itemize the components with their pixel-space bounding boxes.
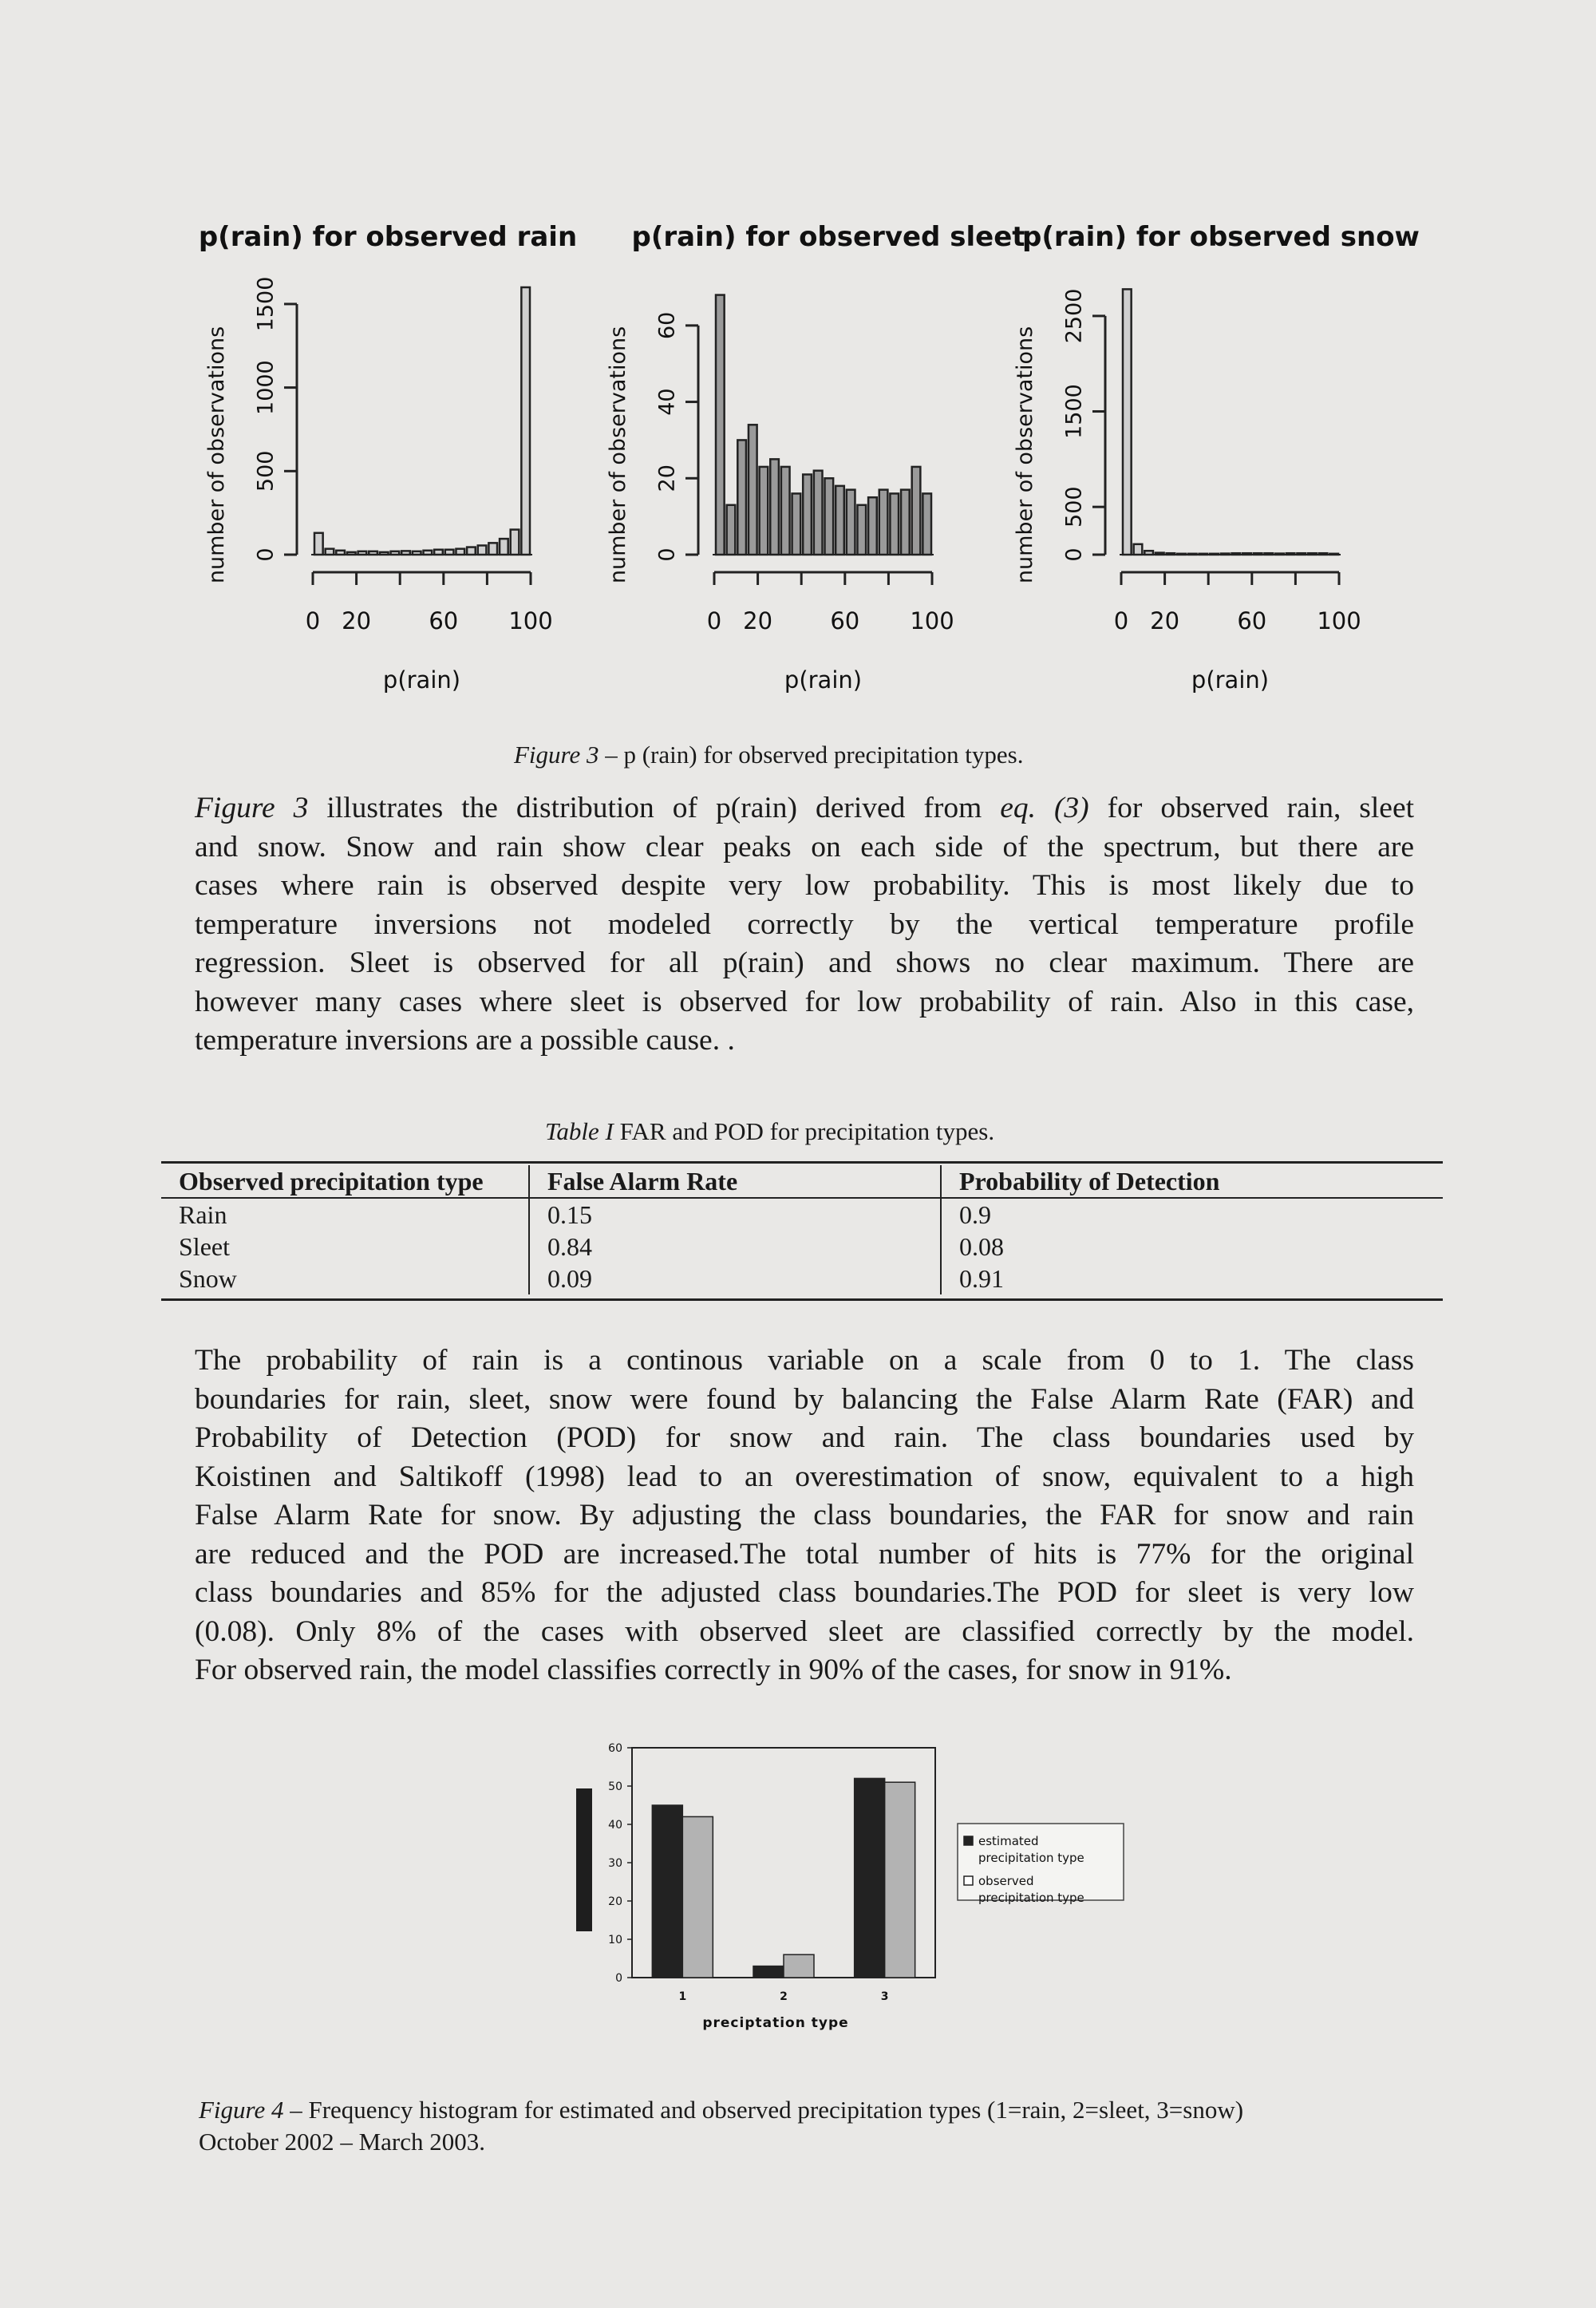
histogram-bar <box>912 467 921 555</box>
bar-observed-1 <box>682 1816 713 1978</box>
legend-swatch-observed <box>964 1876 973 1885</box>
x-tick-label: 1 <box>678 1990 687 2003</box>
table-cell: 0.91 <box>941 1263 1443 1294</box>
table-1-label: Table I <box>545 1117 614 1145</box>
para2-line-4: False Alarm Rate for snow. By adjusting the class boundaries, the FAR for snow and rain <box>195 1499 1414 1531</box>
histogram-bar <box>879 490 888 555</box>
y-tick-label: 50 <box>608 1780 622 1793</box>
x-tick-label: 0 <box>1113 607 1129 634</box>
legend-swatch-estimated <box>964 1836 973 1845</box>
histogram-bar <box>749 425 757 555</box>
x-tick-label: 100 <box>1317 607 1361 634</box>
table-row <box>161 1231 1443 1263</box>
histogram-bar <box>847 490 855 555</box>
histogram-observed-snow <box>1013 221 1420 694</box>
table-top-rule <box>161 1161 1443 1164</box>
histogram-bar <box>314 533 323 555</box>
legend-swatch-block <box>576 1788 592 1931</box>
figure-4-caption-line-2: October 2002 – March 2003. <box>199 2128 485 2156</box>
legend-label-line2: precipitation type <box>978 1851 1084 1865</box>
x-axis-label: p(rain) <box>1191 666 1270 694</box>
y-tick-label: 500 <box>1061 486 1087 528</box>
x-axis-label: p(rain) <box>784 666 863 694</box>
para1-line-5: however many cases where sleet is observed for low probability of rain. Also in this case, <box>195 985 1414 1018</box>
para1-line-1: and snow. Snow and rain show clear peaks on each side of the spectrum, but there are <box>195 830 1414 864</box>
y-tick-label: 500 <box>253 450 279 492</box>
y-tick-label: 20 <box>608 1895 622 1908</box>
para2-line-0: The probability of rain is a continous variable on a scale from 0 to 1. The class <box>195 1344 1414 1377</box>
figure-3-caption <box>514 741 1023 769</box>
bar-estimated-2 <box>753 1966 784 1978</box>
figure-4-label: Figure 4 <box>199 2096 284 2124</box>
figure-3-reference: Figure 3 <box>195 792 309 824</box>
y-tick-label: 40 <box>608 1819 622 1832</box>
histogram-bar <box>760 467 768 555</box>
para2-line-5: are reduced and the POD are increased.The total number of hits is 77% for the original <box>195 1537 1414 1571</box>
histogram-bar <box>825 478 834 555</box>
y-tick-label: 0 <box>654 547 680 562</box>
histogram-bar <box>716 295 725 555</box>
para2-line-3: Koistinen and Saltikoff (1998) lead to an overestimation of snow, equivalent to a high <box>195 1460 1414 1493</box>
histogram-bar <box>868 497 877 555</box>
x-tick-label: 3 <box>880 1990 889 2003</box>
histogram-bar <box>890 493 899 555</box>
y-axis-label: number of observations <box>1013 326 1037 584</box>
table-1-caption <box>545 1117 994 1146</box>
table-cell: Rain <box>179 1200 227 1229</box>
histogram-bar <box>1134 544 1143 555</box>
table-header-row <box>161 1165 1443 1198</box>
x-tick-label: 100 <box>910 607 954 634</box>
histogram-bar <box>737 440 746 555</box>
x-tick-label: 100 <box>508 607 553 634</box>
table-cell: 0.08 <box>941 1231 1443 1263</box>
x-tick-label: 20 <box>743 607 773 634</box>
para2-line-8: For observed rain, the model classifies correctly in 90% of the cases, for snow in 91%. <box>195 1654 1232 1686</box>
x-tick-label: 0 <box>305 607 321 634</box>
x-axis-label: p(rain) <box>382 666 461 694</box>
table-1-caption-text: FAR and POD for precipitation types. <box>613 1117 995 1145</box>
x-tick-label: 20 <box>1150 607 1180 634</box>
histogram-bar <box>803 475 812 555</box>
bar-estimated-1 <box>652 1805 682 1978</box>
x-tick-label: 0 <box>706 607 722 634</box>
table-cell: 0.9 <box>941 1198 1443 1231</box>
histogram-bar <box>488 543 497 555</box>
histogram-bar <box>521 287 530 555</box>
table-cell: 0.09 <box>529 1263 941 1294</box>
figure-3-caption-text: – p (rain) for observed precipitation types. <box>598 741 1024 769</box>
table-header-cell: False Alarm Rate <box>529 1165 941 1198</box>
histogram-bar <box>478 545 487 555</box>
figure-3-label: Figure 3 <box>514 741 599 769</box>
histogram-bar <box>727 505 736 555</box>
histogram-bar <box>770 459 779 555</box>
histogram-bar <box>326 549 334 555</box>
histogram-bar <box>857 505 866 555</box>
para1-line-2: cases where rain is observed despite very low probability. This is most likely due to <box>195 869 1414 902</box>
bar-observed-2 <box>784 1954 814 1978</box>
y-tick-label: 10 <box>608 1934 622 1946</box>
y-tick-label: 40 <box>654 388 680 416</box>
histogram-bar <box>511 530 519 555</box>
y-tick-label: 60 <box>608 1742 622 1755</box>
bar-observed-3 <box>885 1782 915 1978</box>
y-axis-label: number of observations <box>606 326 630 584</box>
table-cell: 0.84 <box>529 1231 941 1263</box>
far-pod-table <box>161 1165 1443 1294</box>
y-tick-label: 0 <box>615 1972 622 1985</box>
y-tick-label: 2500 <box>1061 288 1087 344</box>
histogram-bar <box>1123 289 1132 555</box>
histogram-observed-sleet <box>606 221 1025 694</box>
histogram-title: p(rain) for observed rain <box>198 221 578 253</box>
x-tick-label: 60 <box>830 607 860 634</box>
y-tick-label: 60 <box>654 311 680 340</box>
paragraph-figure-3-description <box>195 789 1414 1061</box>
para1-line-4: regression. Sleet is observed for all p(rain) and shows no clear maximum. There are <box>195 947 1414 979</box>
equation-reference: eq. (3) <box>1000 792 1089 824</box>
para2-line-6: class boundaries and 85% for the adjusted class boundaries.The POD for sleet is very low <box>195 1576 1414 1609</box>
table-bottom-rule <box>161 1298 1443 1301</box>
para2-line-2: Probability of Detection (POD) for snow and rain. The class boundaries used by <box>195 1421 1414 1454</box>
histogram-bar <box>456 549 464 555</box>
para1-line-6: temperature inversions are a possible cause. . <box>195 1024 735 1057</box>
bar-estimated-3 <box>855 1778 885 1978</box>
histogram-bar <box>922 493 931 555</box>
x-tick-label: 20 <box>342 607 372 634</box>
para2-line-1: boundaries for rain, sleet, snow were found by balancing the False Alarm Rate (FAR) and <box>195 1382 1414 1416</box>
x-tick-label: 60 <box>429 607 459 634</box>
legend-label-line1: observed <box>978 1874 1034 1888</box>
table-cell: Sleet <box>179 1232 230 1261</box>
y-tick-label: 1000 <box>253 360 279 415</box>
y-axis-label: number of observations <box>204 326 229 584</box>
x-axis-label: preciptation type <box>702 2015 849 2031</box>
table-cell: Snow <box>179 1264 237 1293</box>
histogram-observed-rain <box>199 221 577 694</box>
figure-4-caption-text: – Frequency histogram for estimated and observed precipitation types (1=rain, 2=sleet, 3=snow) <box>283 2096 1244 2124</box>
table-cell: 0.15 <box>529 1198 941 1231</box>
x-tick-label: 60 <box>1237 607 1267 634</box>
histogram-bar <box>781 467 790 555</box>
para2-line-7: (0.08). Only 8% of the cases with observed sleet are classified correctly by the model. <box>195 1614 1414 1648</box>
paragraph-class-boundaries <box>195 1342 1414 1690</box>
histogram-bar <box>792 493 801 555</box>
para1-line-3: temperature inversions not modeled correctly by the vertical temperature profile <box>195 907 1414 941</box>
figure-4-caption <box>199 2094 1418 2158</box>
precipitation-histograms <box>0 0 1596 718</box>
legend-label-line2: precipitation type <box>978 1891 1084 1905</box>
table-header-cell: Probability of Detection <box>941 1165 1443 1198</box>
table-row <box>161 1263 1443 1294</box>
para1-line-0: Figure 3 illustrates the distribution of p(rain) derived from eq. (3) for observed rain, sleet <box>195 792 1415 824</box>
figure-4-caption-line-1 <box>199 2094 1418 2126</box>
y-tick-label: 20 <box>654 464 680 492</box>
y-tick-label: 0 <box>253 547 279 562</box>
y-tick-label: 1500 <box>253 276 279 332</box>
y-tick-label: 30 <box>608 1857 622 1870</box>
legend-label-line1: estimated <box>978 1834 1039 1848</box>
histogram-bar <box>500 539 508 555</box>
histogram-bar <box>814 471 823 555</box>
y-tick-label: 1500 <box>1061 384 1087 439</box>
precipitation-type-bar-chart <box>559 1732 1133 2051</box>
table-row <box>161 1198 1443 1231</box>
histogram-bar <box>901 490 910 555</box>
histogram-title: p(rain) for observed snow <box>1022 221 1420 253</box>
histogram-title: p(rain) for observed sleet <box>631 221 1025 253</box>
table-header-cell: Observed precipitation type <box>161 1165 529 1198</box>
y-tick-label: 0 <box>1061 547 1087 562</box>
x-tick-label: 2 <box>780 1990 788 2003</box>
histogram-bar <box>836 486 844 555</box>
histogram-bar <box>467 547 476 555</box>
